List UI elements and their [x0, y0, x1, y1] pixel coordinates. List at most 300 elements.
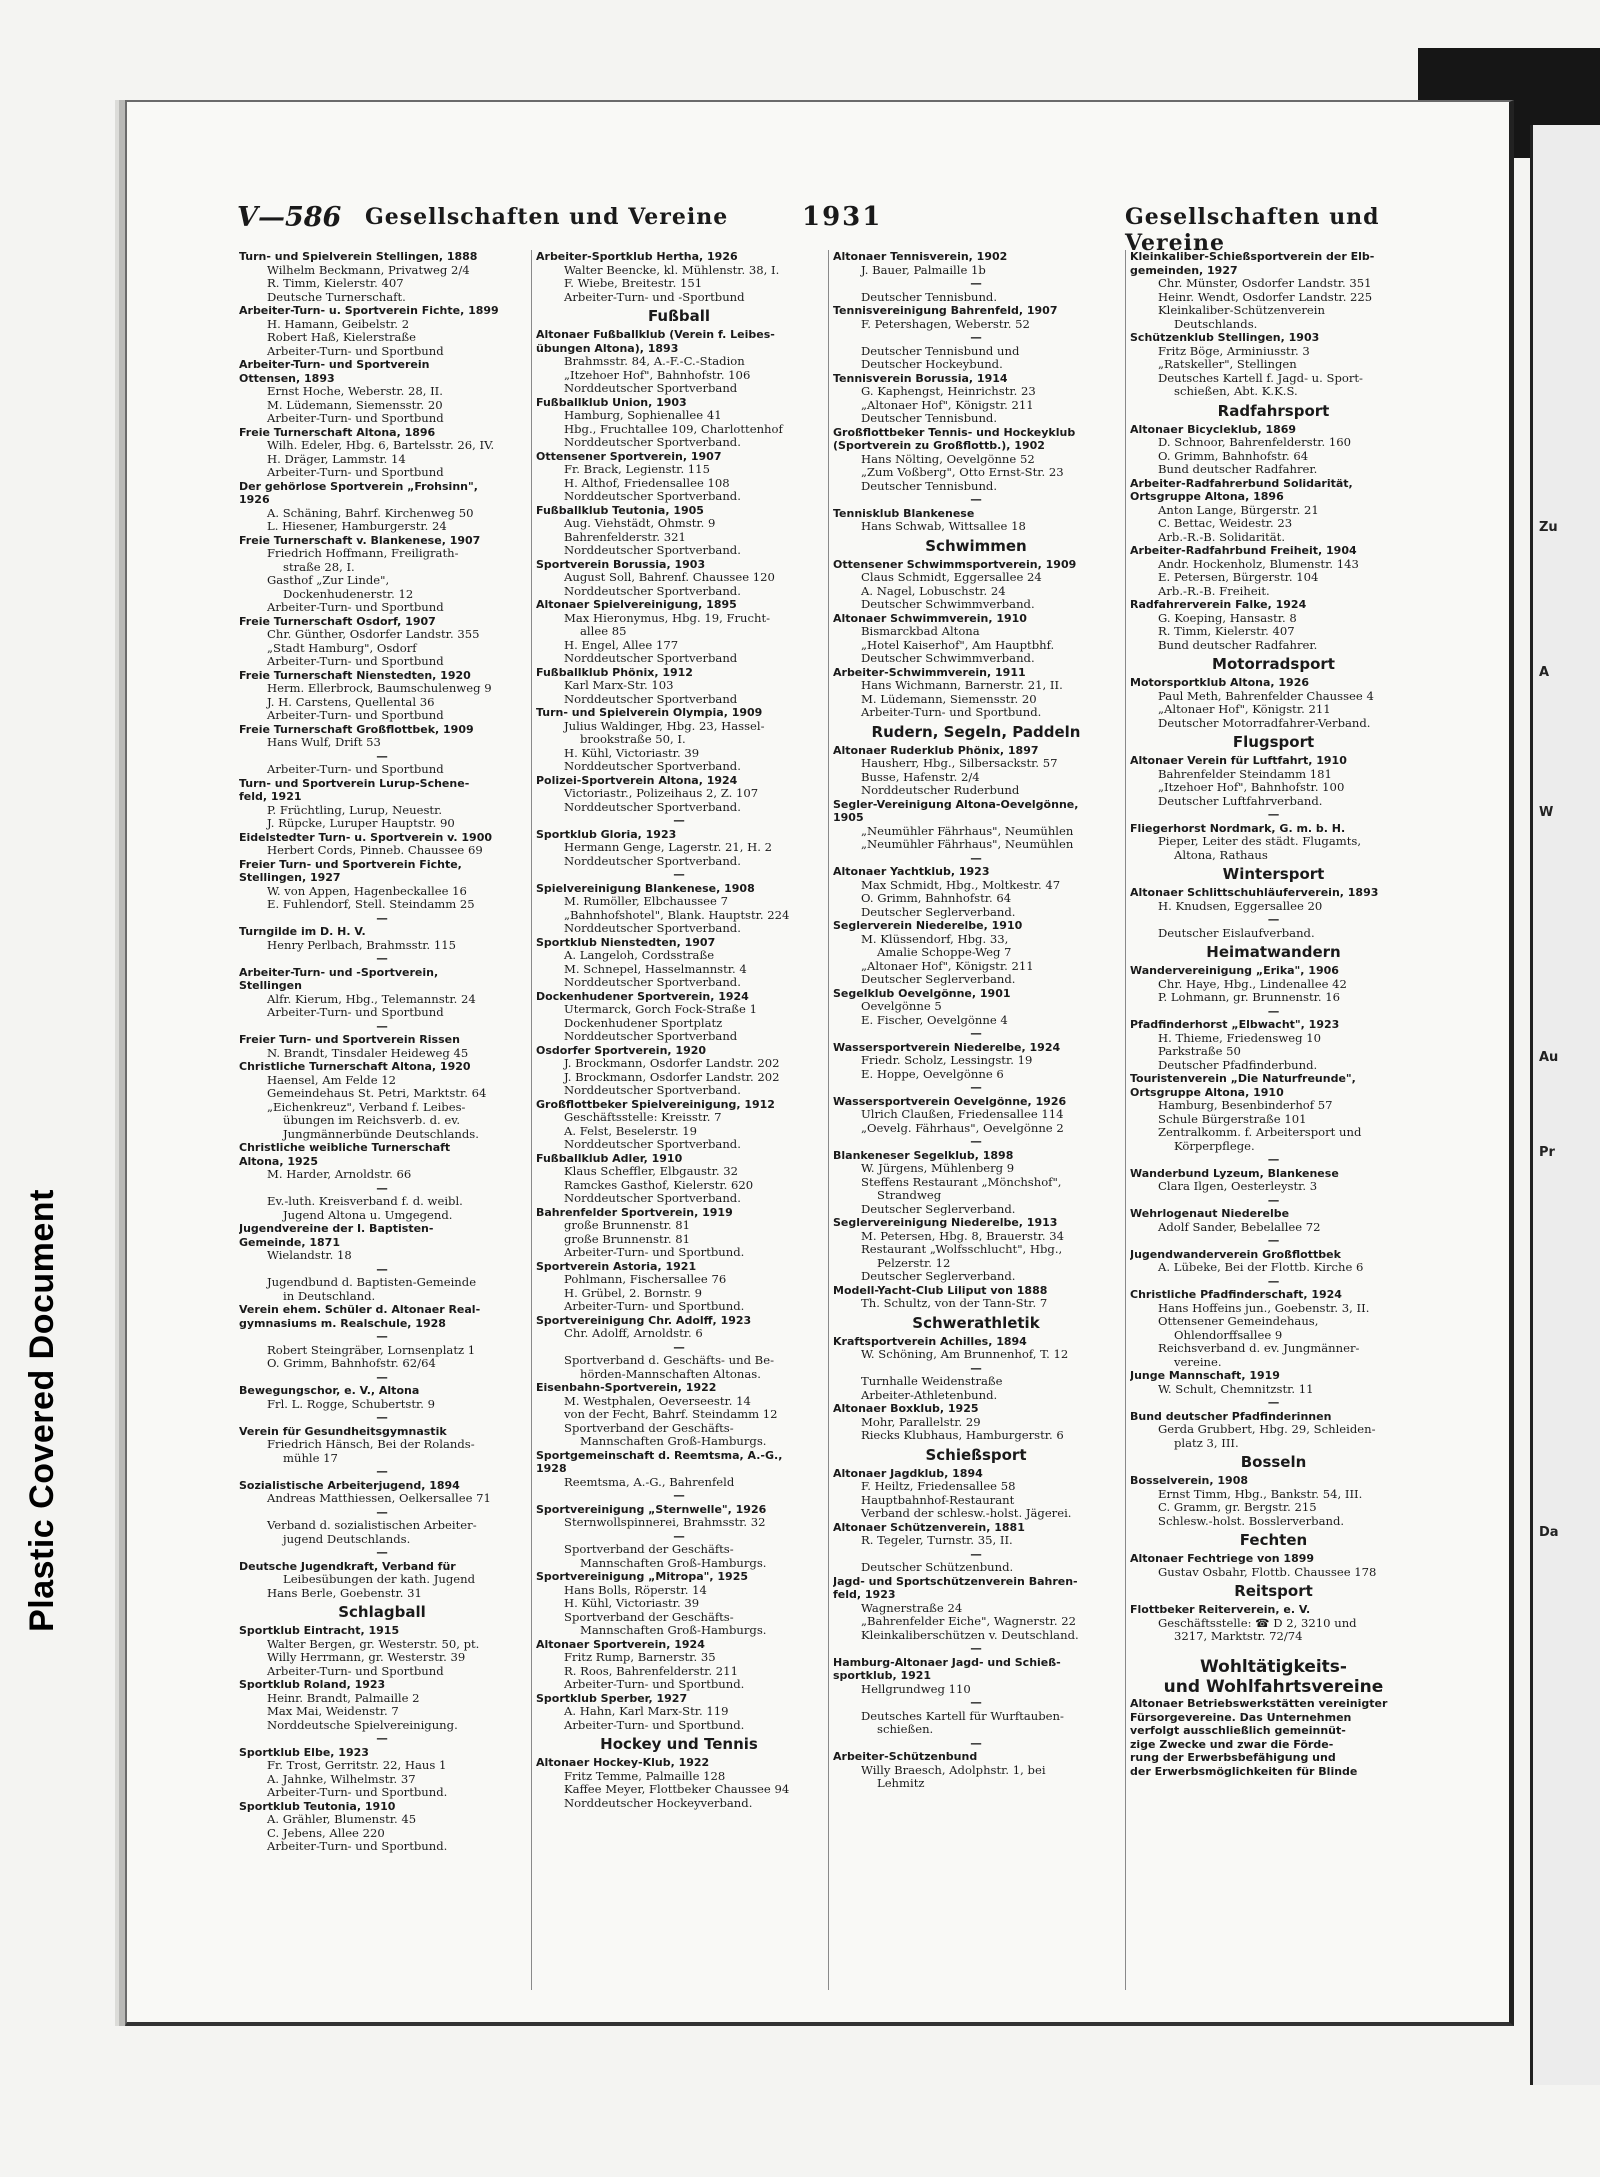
entry-name: Ottensener Schwimmsportverein, 1909 — [833, 557, 1077, 571]
entry-detail: Friedrich Hänsch, Bei der Rolands- — [267, 1438, 475, 1451]
entry-detail: Schule Bürgerstraße 101 — [1158, 1112, 1307, 1126]
entry-name: Altonaer Tennisverein, 1902 — [833, 250, 1008, 263]
entry-name: Sportklub Nienstedten, 1907 — [536, 935, 716, 949]
entry-detail: Gustav Osbahr, Flottb. Chaussee 178 — [1158, 1565, 1377, 1579]
entry-name: Altonaer Schwimmverein, 1910 — [833, 611, 1027, 625]
entry-detail-continued: vereine. — [1174, 1355, 1222, 1369]
entry-name: Sportvereinigung „Mitropa", 1925 — [536, 1570, 749, 1583]
entry-detail: Max Mai, Weidenstr. 7 — [267, 1705, 399, 1718]
entry-detail: Gasthof „Zur Linde", — [267, 574, 390, 587]
entry-detail-continued: Pelzerstr. 12 — [877, 1256, 951, 1270]
entry-detail-continued: mühle 17 — [283, 1451, 338, 1465]
entry-detail: Pohlmann, Fischersallee 76 — [564, 1273, 727, 1286]
entry-detail: Hermann Genge, Lagerstr. 21, H. 2 — [564, 841, 772, 854]
separator-dash: — — [970, 277, 982, 290]
entry-detail: M. Lüdemann, Siemensstr. 20 — [267, 398, 443, 412]
entry-detail: O. Grimm, Bahnhofstr. 64 — [1158, 449, 1309, 463]
entry-detail: von der Fecht, Bahrf. Steindamm 12 — [564, 1408, 778, 1421]
entry-detail: Victoriastr., Polizeihaus 2, Z. 107 — [564, 787, 759, 800]
entry-detail-continued: Mannschaften Groß-Hamburgs. — [580, 1624, 767, 1637]
entry-detail: H. Thieme, Friedensweg 10 — [1158, 1031, 1321, 1045]
section-heading: Flugsport — [1232, 733, 1315, 751]
entry-detail: Deutscher Seglerverband. — [861, 1270, 1016, 1283]
page-number: V—586 — [237, 202, 342, 233]
entry-detail: Robert Steingräber, Lornsenplatz 1 — [267, 1343, 476, 1357]
entry-name: Seglervereinigung Niederelbe, 1913 — [833, 1216, 1058, 1229]
entry-detail: Deutscher Tennisbund. — [861, 479, 998, 493]
separator-dash: — — [376, 1505, 388, 1519]
entry-detail: M. Klüssendorf, Hbg. 33, — [861, 932, 1009, 946]
separator-dash: — — [673, 1529, 685, 1543]
separator-dash: — — [376, 1330, 388, 1343]
side-label — [0, 1110, 84, 1710]
entry-detail: R. Timm, Kielerstr. 407 — [267, 277, 404, 290]
entry-name: Schützenklub Stellingen, 1903 — [1130, 331, 1320, 344]
entry-detail-continued: Lehmitz — [877, 1777, 925, 1790]
entry-detail: W. Schöning, Am Brunnenhof, T. 12 — [861, 1348, 1069, 1361]
column-3 — [829, 250, 1126, 1990]
entry-detail: Chr. Münster, Osdorfer Landstr. 351 — [1158, 277, 1372, 290]
entry-detail: Arbeiter-Turn- und Sportbund — [267, 344, 444, 358]
separator-dash: — — [1267, 1193, 1280, 1207]
separator-dash: — — [376, 1465, 388, 1478]
column-2 — [532, 250, 829, 1990]
entry-detail: R. Roos, Bahrenfelderstr. 211 — [564, 1664, 738, 1678]
entry-detail: J. Brockmann, Osdorfer Landstr. 202 — [564, 1057, 780, 1070]
entry-name: Segler-Vereinigung Altona-Oevelgönne, — [833, 797, 1079, 811]
section-heading: Hockey und Tennis — [600, 1735, 758, 1753]
separator-dash: — — [376, 1732, 388, 1745]
entry-name: Altonaer Yachtklub, 1923 — [833, 865, 990, 878]
entry-detail: Norddeutscher Sportverband — [564, 382, 738, 395]
spacer — [1130, 1644, 1417, 1658]
separator-dash: — — [970, 851, 982, 865]
entry-detail-continued: Leibesübungen der kath. Jugend — [283, 1573, 475, 1586]
entry-name: Arbeiter-Turn- und -Sportverein, — [239, 965, 439, 979]
entry-detail-continued: Dockenhudenerstr. 12 — [283, 587, 414, 601]
entry-detail: A. Schäning, Bahrf. Kirchenweg 50 — [267, 506, 474, 520]
entry-detail: R. Timm, Kielerstr. 407 — [1158, 625, 1295, 638]
entry-detail-continued: schießen, Abt. K.K.S. — [1174, 385, 1298, 398]
entry-name: Polizei-Sportverein Altona, 1924 — [536, 773, 738, 787]
entry-detail: Bismarckbad Altona — [861, 625, 980, 638]
entry-detail: Arbeiter-Turn- und Sportbund — [267, 466, 444, 479]
separator-dash: — — [970, 1547, 982, 1561]
entry-detail: Fr. Trost, Gerritstr. 22, Haus 1 — [267, 1759, 447, 1772]
separator-dash: — — [376, 1411, 388, 1424]
entry-detail: Norddeutscher Sportverband. — [564, 1138, 741, 1151]
entry-name: Sportklub Roland, 1923 — [239, 1678, 386, 1691]
entry-detail: Deutsche Turnerschaft. — [267, 290, 406, 304]
entry-detail: C. Jebens, Allee 220 — [267, 1826, 385, 1840]
entry-detail: Clara Ilgen, Oesterleystr. 3 — [1158, 1180, 1318, 1193]
entry-detail: Geschäftsstelle: ☎ D 2, 3210 und — [1158, 1616, 1357, 1630]
entry-detail: Kleinkaliberschützen v. Deutschland. — [861, 1628, 1079, 1642]
entry-detail: Arbeiter-Turn- und Sportbund. — [564, 1246, 745, 1259]
entry-name: Großflottbeker Spielvereinigung, 1912 — [536, 1097, 775, 1111]
entry-detail: Hans Hoffeins jun., Goebenstr. 3, II. — [1158, 1301, 1370, 1315]
entry-detail: Deutscher Schwimmverband. — [861, 652, 1035, 665]
entry-name: Sportgemeinschaft d. Reemtsma, A.-G., — [536, 1448, 783, 1462]
entry-name: Sportvereinigung „Sternwelle", 1926 — [536, 1502, 767, 1516]
entry-detail: Norddeutscher Sportverband. — [564, 922, 741, 935]
entry-name: übungen Altona), 1893 — [536, 341, 679, 355]
adjacent-page-fragment: W — [1539, 805, 1554, 820]
entry-name: Bahrenfelder Sportverein, 1919 — [536, 1205, 733, 1219]
entry-detail: Verband der schlesw.-holst. Jägerei. — [861, 1507, 1072, 1520]
entry-detail: Sportverband der Geschäfts- — [564, 1610, 734, 1624]
entry-name: Eisenbahn-Sportverein, 1922 — [536, 1381, 717, 1394]
entry-detail: Hausherr, Hbg., Silbersackstr. 57 — [861, 757, 1058, 770]
entry-detail: Arbeiter-Turn- und Sportbund — [267, 601, 444, 614]
entry-name: verfolgt ausschließlich gemeinnüt- — [1130, 1724, 1346, 1737]
section-heading-large: Wohltätigkeits- — [1200, 1657, 1347, 1677]
entry-detail: E. Fuhlendorf, Stell. Steindamm 25 — [267, 898, 475, 911]
entry-name: Christliche Pfadfinderschaft, 1924 — [1130, 1288, 1342, 1301]
entry-detail: R. Tegeler, Turnstr. 35, II. — [861, 1534, 1013, 1547]
column-4 — [1126, 250, 1423, 1990]
entry-detail-continued: Altona, Rathaus — [1174, 848, 1268, 862]
text-columns — [235, 250, 1423, 1990]
entry-detail: Gemeindehaus St. Petri, Marktstr. 64 — [267, 1087, 487, 1100]
entry-detail: Henry Perlbach, Brahmsstr. 115 — [267, 938, 457, 952]
entry-name: Modell-Yacht-Club Liliput von 1888 — [833, 1283, 1048, 1297]
separator-dash: — — [673, 814, 685, 827]
entry-detail-continued: platz 3, III. — [1174, 1436, 1239, 1450]
entry-detail: Riecks Klubhaus, Hamburgerstr. 6 — [861, 1429, 1064, 1442]
entry-name: Altonaer Sportverein, 1924 — [536, 1637, 705, 1651]
entry-detail: Hamburg, Sophienallee 41 — [564, 409, 722, 422]
entry-detail-continued: Jugend Altona u. Umgegend. — [283, 1208, 453, 1222]
adjacent-page-fragment: Pr — [1539, 1145, 1555, 1160]
section-heading: Rudern, Segeln, Paddeln — [871, 722, 1081, 741]
entry-name: Fliegerhorst Nordmark, G. m. b. H. — [1130, 821, 1346, 835]
entry-detail: Norddeutscher Sportverband. — [564, 800, 741, 814]
entry-detail-continued: hörden-Mannschaften Altonas. — [580, 1367, 761, 1381]
entry-detail: Karl Marx-Str. 103 — [564, 679, 674, 692]
entry-detail: „Neumühler Fährhaus", Neumühlen — [861, 824, 1074, 838]
separator-dash: — — [1267, 1274, 1280, 1288]
entry-name: Bund deutscher Pfadfinderinnen — [1130, 1409, 1332, 1423]
entry-name: Wandervereinigung „Erika", 1906 — [1130, 964, 1339, 977]
entry-detail: P. Lohmann, gr. Brunnenstr. 16 — [1158, 991, 1341, 1004]
entry-name: Ortsgruppe Altona, 1896 — [1130, 490, 1284, 503]
separator-dash: — — [673, 1340, 685, 1354]
separator-dash: — — [970, 1081, 982, 1094]
entry-detail: Bahrenfelder Steindamm 181 — [1158, 767, 1332, 781]
entry-detail: Arbeiter-Turn- und Sportbund. — [267, 1840, 448, 1853]
entry-name: Turn- und Sportverein Lurup-Schene- — [239, 776, 470, 790]
separator-dash: — — [1267, 1153, 1280, 1166]
entry-detail: A. Langeloh, Cordsstraße — [564, 949, 715, 962]
entry-detail: Schlesw.-holst. Bosslerverband. — [1158, 1514, 1345, 1528]
entry-name: Turngilde im D. H. V. — [239, 925, 366, 938]
entry-detail: Wilhelm Beckmann, Privatweg 2/4 — [267, 263, 470, 277]
entry-detail: Aug. Viehstädt, Ohmstr. 9 — [564, 517, 716, 530]
entry-detail: „Ratskeller", Stellingen — [1158, 358, 1297, 371]
entry-detail: Chr. Haye, Hbg., Lindenallee 42 — [1158, 977, 1347, 991]
entry-name: 1928 — [536, 1462, 567, 1475]
entry-name: Arbeiter-Turn- u. Sportverein Fichte, 1899 — [239, 304, 499, 317]
entry-name: Fürsorgevereine. Das Unternehmen — [1130, 1710, 1352, 1724]
entry-detail: H. Dräger, Lammstr. 14 — [267, 452, 406, 466]
separator-dash: — — [970, 1027, 982, 1040]
section-heading: Schwerathletik — [912, 1313, 1040, 1332]
entry-detail-continued: Amalie Schoppe-Weg 7 — [877, 946, 1012, 959]
running-title-right: Gesellschaften und Vereine — [1125, 204, 1380, 256]
entry-detail: Andreas Matthiessen, Oelkersallee 71 — [267, 1492, 491, 1505]
entry-detail: Ernst Hoche, Weberstr. 28, II. — [267, 385, 443, 398]
separator-dash: — — [376, 1370, 388, 1384]
separator-dash: — — [673, 1489, 685, 1502]
entry-detail: Sternwollspinnerei, Brahmsstr. 32 — [564, 1516, 766, 1529]
entry-detail: W. von Appen, Hagenbeckallee 16 — [267, 884, 467, 898]
entry-name: Altonaer Hockey-Klub, 1922 — [536, 1756, 710, 1769]
entry-name: Tennisklub Blankenese — [833, 506, 975, 520]
entry-name: Eidelstedter Turn- u. Sportverein v. 1900 — [239, 830, 492, 844]
entry-detail: Alfr. Kierum, Hbg., Telemannstr. 24 — [267, 992, 476, 1006]
entry-name: Tennisvereinigung Bahrenfeld, 1907 — [833, 304, 1058, 317]
separator-dash: — — [376, 749, 388, 763]
section-heading: Schlagball — [338, 1603, 426, 1621]
side-label-text: Plastic Covered Document — [22, 1188, 61, 1632]
entry-name: Turn- und Spielverein Olympia, 1909 — [536, 706, 763, 719]
entry-detail: A. Felst, Beselerstr. 19 — [564, 1124, 698, 1138]
entry-name: Dockenhudener Sportverein, 1924 — [536, 989, 749, 1003]
entry-detail-continued: 3217, Marktstr. 72/74 — [1174, 1630, 1303, 1643]
entry-detail: Norddeutscher Sportverband. — [564, 854, 741, 868]
entry-detail: Arbeiter-Turn- und Sportbund — [267, 709, 444, 722]
entry-name: Freie Turnerschaft Osdorf, 1907 — [239, 614, 436, 628]
entry-detail-continued: brookstraße 50, I. — [580, 733, 686, 746]
entry-detail: Walter Bergen, gr. Westerstr. 50, pt. — [267, 1637, 480, 1651]
entry-name: Deutsche Jugendkraft, Verband für — [239, 1559, 456, 1573]
entry-detail: Deutscher Eislaufverband. — [1158, 926, 1315, 940]
entry-detail: Hamburg, Besenbinderhof 57 — [1158, 1099, 1333, 1112]
entry-detail: Arbeiter-Turn- und Sportbund — [267, 412, 444, 425]
entry-detail: Hans Berle, Goebenstr. 31 — [267, 1586, 422, 1600]
entry-name: Altona, 1925 — [239, 1154, 318, 1168]
entry-detail: Claus Schmidt, Eggersallee 24 — [861, 571, 1042, 584]
entry-name: Altonaer Spielvereinigung, 1895 — [536, 598, 737, 611]
entry-name: Sportklub Gloria, 1923 — [536, 827, 677, 841]
entry-detail: „Hotel Kaiserhof", Am Hauptbhf. — [861, 638, 1055, 652]
entry-detail: Ottensener Gemeindehaus, — [1158, 1315, 1319, 1328]
entry-detail-continued: allee 85 — [580, 625, 627, 638]
entry-detail: Sportverband der Geschäfts- — [564, 1543, 734, 1556]
entry-detail: Heinr. Brandt, Palmaille 2 — [267, 1691, 420, 1705]
entry-detail: Arbeiter-Turn- und Sportbund. — [564, 1718, 745, 1732]
entry-detail: F. Petershagen, Weberstr. 52 — [861, 317, 1030, 331]
separator-dash: — — [970, 1135, 982, 1148]
entry-name: Sportklub Eintracht, 1915 — [239, 1624, 400, 1637]
entry-detail: O. Grimm, Bahnhofstr. 62/64 — [267, 1357, 436, 1370]
entry-name: Fußballklub Adler, 1910 — [536, 1151, 683, 1165]
entry-detail: Restaurant „Wolfsschlucht", Hbg., — [861, 1243, 1063, 1256]
entry-detail: Brahmsstr. 84, A.-F.-C.-Stadion — [564, 355, 745, 368]
entry-name: Bewegungschor, e. V., Altona — [239, 1384, 420, 1397]
entry-detail-continued: Ohlendorffsallee 9 — [1174, 1328, 1283, 1342]
separator-dash: — — [1267, 1396, 1280, 1409]
entry-detail-continued: übungen im Reichsverb. d. ev. — [283, 1114, 461, 1127]
entry-detail: Reichsverband d. ev. Jungmänner- — [1158, 1342, 1360, 1355]
entry-detail: Ulrich Claußen, Friedensallee 114 — [861, 1108, 1064, 1121]
entry-name: Altonaer Ruderklub Phönix, 1897 — [833, 743, 1039, 757]
entry-detail: Norddeutscher Ruderbund — [861, 784, 1020, 797]
entry-detail: A. Nagel, Lobuschstr. 24 — [861, 584, 1006, 598]
entry-detail: Arbeiter-Turn- und -Sportbund — [564, 290, 745, 304]
entry-detail: „Stadt Hamburg", Osdorf — [267, 641, 417, 655]
entry-detail: D. Schnoor, Bahrenfelderstr. 160 — [1158, 436, 1352, 449]
entry-detail: Ev.-luth. Kreisverband f. d. weibl. — [267, 1195, 463, 1208]
entry-name: Wanderbund Lyzeum, Blankenese — [1130, 1166, 1339, 1180]
entry-detail: „Eichenkreuz", Verband f. Leibes- — [267, 1100, 466, 1114]
entry-detail: Herbert Cords, Pinneb. Chaussee 69 — [267, 844, 483, 857]
entry-name: Sportvereinigung Chr. Adolff, 1923 — [536, 1313, 752, 1327]
entry-name: Gemeinde, 1871 — [239, 1235, 340, 1249]
entry-detail: Deutscher Tennisbund. — [861, 290, 998, 304]
entry-name: Großflottbeker Tennis- und Hockeyklub — [833, 425, 1076, 439]
entry-detail: Arbeiter-Turn- und Sportbund. — [267, 1786, 448, 1799]
entry-detail-continued: Deutschlands. — [1174, 317, 1258, 331]
entry-name: Sozialistische Arbeiterjugend, 1894 — [239, 1478, 460, 1492]
entry-detail: Adolf Sander, Bebelallee 72 — [1158, 1220, 1321, 1234]
entry-detail: Arbeiter-Athletenbund. — [861, 1388, 998, 1402]
entry-detail: Deutscher Luftfahrverband. — [1158, 794, 1323, 808]
entry-detail: Fritz Temme, Palmaille 128 — [564, 1769, 726, 1783]
entry-detail: Arbeiter-Turn- und Sportbund — [267, 1664, 444, 1678]
entry-name: Verein ehem. Schüler d. Altonaer Real- — [239, 1303, 481, 1316]
section-heading: Schießsport — [925, 1445, 1027, 1464]
entry-detail: große Brunnenstr. 81 — [564, 1232, 691, 1246]
entry-detail: Klaus Scheffler, Elbgaustr. 32 — [564, 1165, 738, 1178]
entry-detail: H. Grübel, 2. Bornstr. 9 — [564, 1286, 702, 1300]
entry-detail: Zentralkomm. f. Arbeitersport und — [1158, 1126, 1362, 1139]
separator-dash: — — [1267, 913, 1280, 926]
entry-detail: Norddeutscher Sportverband — [564, 652, 738, 665]
entry-detail: Norddeutscher Sportverband — [564, 1030, 738, 1043]
running-title-left: Gesellschaften und Vereine — [365, 204, 729, 230]
column-1 — [235, 250, 532, 1990]
entry-detail: C. Bettac, Weidestr. 23 — [1158, 517, 1293, 530]
entry-detail: G. Kaphengst, Heinrichstr. 23 — [861, 385, 1036, 398]
entry-detail: Wagnerstraße 24 — [861, 1601, 963, 1615]
entry-detail: H. Kühl, Victoriastr. 39 — [564, 1597, 700, 1610]
entry-detail-continued: schießen. — [877, 1723, 934, 1736]
entry-detail: M. Harder, Arnoldstr. 66 — [267, 1168, 412, 1181]
entry-detail: J. Rüpcke, Luruper Hauptstr. 90 — [267, 817, 455, 830]
entry-name: Ottensen, 1893 — [239, 371, 335, 385]
entry-detail: F. Heiltz, Friedensallee 58 — [861, 1480, 1016, 1493]
adjacent-page-fragment: Au — [1539, 1050, 1559, 1065]
entry-detail: Hauptbahnhof-Restaurant — [861, 1493, 1015, 1507]
entry-detail: „Zum Voßberg", Otto Ernst-Str. 23 — [861, 466, 1064, 479]
entry-detail: J. Brockmann, Osdorfer Landstr. 202 — [564, 1070, 780, 1084]
entry-detail: Norddeutscher Sportverband. — [564, 1084, 741, 1097]
entry-detail: A. Grähler, Blumenstr. 45 — [267, 1813, 417, 1826]
entry-name: Fußballklub Teutonia, 1905 — [536, 503, 704, 517]
entry-name: Stellingen — [239, 979, 302, 992]
entry-detail: Hans Bolls, Röperstr. 14 — [564, 1583, 707, 1597]
entry-name: Freier Turn- und Sportverein Fichte, — [239, 857, 462, 871]
entry-name: der Erwerbsmöglichkeiten für Blinde — [1130, 1764, 1358, 1778]
entry-detail: Arbeiter-Turn- und Sportbund — [267, 1006, 444, 1019]
entry-detail: Gerda Grubbert, Hbg. 29, Schleiden- — [1158, 1423, 1376, 1436]
entry-name: Arbeiter-Sportklub Hertha, 1926 — [536, 250, 738, 263]
entry-name: Radfahrerverein Falke, 1924 — [1130, 598, 1307, 611]
entry-detail: Herm. Ellerbrock, Baumschulenweg 9 — [267, 682, 492, 695]
entry-detail: J. H. Carstens, Quellental 36 — [267, 695, 435, 709]
entry-detail: Mohr, Parallelstr. 29 — [861, 1415, 981, 1429]
entry-detail: Arbeiter-Turn- und Sportbund — [267, 655, 444, 668]
entry-name: feld, 1923 — [833, 1588, 896, 1601]
entry-name: Sportklub Teutonia, 1910 — [239, 1799, 396, 1813]
adjacent-page-fragment: Zu — [1539, 520, 1558, 535]
entry-name: Tennisverein Borussia, 1914 — [833, 371, 1008, 385]
entry-detail-continued: Mannschaften Groß-Hamburgs. — [580, 1556, 767, 1570]
entry-detail: Arbeiter-Turn- und Sportbund. — [564, 1300, 745, 1313]
section-heading: Fechten — [1239, 1531, 1308, 1549]
entry-detail: Oevelgönne 5 — [861, 1000, 942, 1013]
entry-detail: O. Grimm, Bahnhofstr. 64 — [861, 892, 1012, 905]
entry-name: Arbeiter-Radfahrerbund Solidarität, — [1130, 476, 1353, 490]
entry-detail: Hans Wichmann, Barnerstr. 21, II. — [861, 679, 1063, 692]
entry-detail: Fritz Böge, Arminiusstr. 3 — [1158, 344, 1310, 358]
entry-detail: Steffens Restaurant „Mönchshof", — [861, 1175, 1062, 1189]
section-heading: Schwimmen — [925, 536, 1027, 555]
entry-name: Altonaer Fußballklub (Verein f. Leibes- — [536, 328, 775, 341]
entry-name: Kraftsportverein Achilles, 1894 — [833, 1334, 1027, 1348]
entry-detail: Busse, Hafenstr. 2/4 — [861, 770, 980, 784]
entry-detail: M. Rumöller, Elbchaussee 7 — [564, 895, 728, 908]
entry-detail: Jugendbund d. Baptisten-Gemeinde — [267, 1276, 477, 1289]
entry-detail: M. Westphalen, Oeverseestr. 14 — [564, 1394, 751, 1408]
entry-name: Arbeiter-Schwimmverein, 1911 — [833, 665, 1026, 679]
entry-name: Fußballklub Union, 1903 — [536, 395, 687, 409]
entry-detail: Norddeutscher Sportverband. — [564, 544, 741, 557]
entry-detail: Fr. Brack, Legienstr. 115 — [564, 463, 710, 476]
entry-detail: H. Kühl, Victoriastr. 39 — [564, 746, 700, 760]
entry-detail: Haensel, Am Felde 12 — [267, 1073, 396, 1087]
separator-dash: — — [376, 1019, 388, 1033]
entry-detail-continued: Strandweg — [877, 1189, 942, 1202]
entry-detail: Deutscher Seglerverband. — [861, 973, 1016, 986]
entry-name: Jugendvereine der I. Baptisten- — [239, 1222, 434, 1235]
entry-detail: A. Jahnke, Wilhelmstr. 37 — [267, 1772, 416, 1786]
entry-detail: Kaffee Meyer, Flottbeker Chaussee 94 — [564, 1783, 790, 1796]
entry-name: 1926 — [239, 493, 270, 506]
entry-name: Freie Turnerschaft Altona, 1896 — [239, 425, 436, 439]
entry-detail-continued: in Deutschland. — [283, 1289, 376, 1303]
entry-name: Motorsportklub Altona, 1926 — [1130, 676, 1310, 689]
entry-name: Kleinkaliber-Schießsportverein der Elb- — [1130, 250, 1375, 263]
entry-detail: A. Hahn, Karl Marx-Str. 119 — [564, 1705, 729, 1718]
entry-detail: Deutscher Pfadfinderbund. — [1158, 1058, 1318, 1072]
entry-name: Sportklub Sperber, 1927 — [536, 1691, 688, 1705]
entry-name: Touristenverein „Die Naturfreunde", — [1130, 1072, 1356, 1085]
entry-detail: Deutsches Kartell für Wurftauben- — [861, 1709, 1064, 1723]
separator-dash: — — [376, 952, 388, 965]
entry-name: Christliche weibliche Turnerschaft — [239, 1141, 451, 1154]
entry-name: Wassersportverein Niederelbe, 1924 — [833, 1040, 1061, 1054]
entry-detail: Geschäftsstelle: Kreisstr. 7 — [564, 1111, 722, 1124]
entry-detail: Chr. Günther, Osdorfer Landstr. 355 — [267, 628, 480, 641]
entry-name: Stellingen, 1927 — [239, 871, 341, 884]
entry-detail: Friedrich Hoffmann, Freiligrath- — [267, 547, 459, 560]
entry-detail: Friedr. Scholz, Lessingstr. 19 — [861, 1054, 1033, 1067]
entry-detail: F. Wiebe, Breitestr. 151 — [564, 277, 703, 290]
entry-detail: Ramckes Gasthof, Kielerstr. 620 — [564, 1178, 754, 1192]
